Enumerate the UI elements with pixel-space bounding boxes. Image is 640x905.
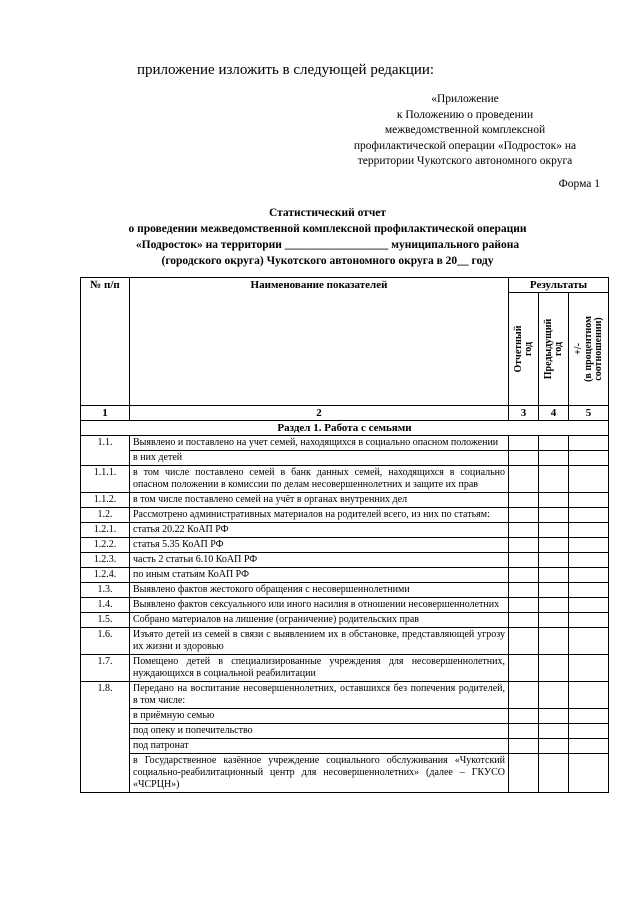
title-line: о проведении межведомственной комплексной профилактической операции	[128, 223, 527, 235]
value-cell[interactable]	[509, 553, 539, 568]
value-cell[interactable]	[509, 466, 539, 493]
row-indicator: в них детей	[130, 451, 509, 466]
row-number: 1.3.	[81, 583, 130, 598]
value-cell[interactable]	[569, 655, 609, 682]
header-name: Наименование показателей	[130, 278, 509, 406]
row-number: 1.6.	[81, 628, 130, 655]
table-row	[81, 508, 609, 523]
row-indicator: по иным статьям КоАП РФ	[130, 568, 509, 583]
value-cell[interactable]	[539, 754, 569, 793]
value-cell[interactable]	[509, 655, 539, 682]
report-title	[90, 205, 565, 269]
value-cell[interactable]	[509, 436, 539, 451]
value-cell[interactable]	[569, 568, 609, 583]
value-cell[interactable]	[569, 709, 609, 724]
value-cell[interactable]	[569, 739, 609, 754]
table-row	[81, 493, 609, 508]
value-cell[interactable]	[539, 436, 569, 451]
row-indicator: в приёмную семью	[130, 709, 509, 724]
value-cell[interactable]	[569, 553, 609, 568]
column-number: 1	[81, 406, 130, 421]
value-cell[interactable]	[539, 523, 569, 538]
column-number: 4	[539, 406, 569, 421]
column-number: 2	[130, 406, 509, 421]
value-cell[interactable]	[569, 523, 609, 538]
row-indicator: под патронат	[130, 739, 509, 754]
value-cell[interactable]	[509, 709, 539, 724]
value-cell[interactable]	[509, 508, 539, 523]
row-indicator: под опеку и попечительство	[130, 724, 509, 739]
intro-text: приложение изложить в следующей редакции:	[137, 62, 435, 78]
form-label: Форма 1	[558, 178, 600, 190]
row-number: 1.2.2.	[81, 538, 130, 553]
section-title: Раздел 1. Работа с семьями	[81, 421, 609, 436]
table-row	[81, 682, 609, 709]
row-number: 1.2.4.	[81, 568, 130, 583]
value-cell[interactable]	[569, 508, 609, 523]
table-row	[81, 709, 609, 724]
value-cell[interactable]	[569, 613, 609, 628]
section-row	[81, 421, 609, 436]
table-row	[81, 436, 609, 451]
header-pct-sub: (в процентном	[582, 316, 594, 382]
row-indicator: Передано на воспитание несовершеннолетних, оставшихся без попечения родителей, в том числе:	[130, 682, 509, 709]
value-cell[interactable]	[569, 754, 609, 793]
value-cell[interactable]	[569, 451, 609, 466]
value-cell[interactable]	[569, 682, 609, 709]
row-number: 1.2.	[81, 508, 130, 523]
value-cell[interactable]	[569, 436, 609, 451]
appendix-line: территории Чукотского автономного округа	[357, 155, 573, 167]
column-number: 3	[509, 406, 539, 421]
header-percent	[569, 293, 609, 406]
appendix-block	[330, 92, 600, 170]
table-row	[81, 628, 609, 655]
row-number: 1.1.	[81, 436, 130, 466]
value-cell[interactable]	[539, 628, 569, 655]
value-cell[interactable]	[509, 523, 539, 538]
table-row	[81, 466, 609, 493]
value-cell[interactable]	[539, 613, 569, 628]
header-pct-sub2: соотношении)	[592, 317, 604, 381]
title-line: (городского округа) Чукотского автономного округа в 20__ году	[161, 255, 494, 267]
appendix-line: к Положению о проведении	[396, 108, 534, 121]
value-cell[interactable]	[569, 724, 609, 739]
value-cell[interactable]	[539, 583, 569, 598]
value-cell[interactable]	[509, 682, 539, 709]
row-indicator: Выявлено фактов сексуального или иного насилия в отношении несовершеннолетних	[130, 598, 509, 613]
row-number: 1.1.2.	[81, 493, 130, 508]
value-cell[interactable]	[569, 628, 609, 655]
column-numbers-row	[81, 406, 609, 421]
header-prev-sub: год	[552, 341, 564, 357]
value-cell[interactable]	[509, 583, 539, 598]
value-cell[interactable]	[539, 739, 569, 754]
row-indicator: статья 5.35 КоАП РФ	[130, 538, 509, 553]
header-report-year	[509, 293, 539, 406]
value-cell[interactable]	[539, 709, 569, 724]
header-prev-label: Предыдущий	[542, 318, 554, 380]
row-number: 1.2.3.	[81, 553, 130, 568]
value-cell[interactable]	[539, 466, 569, 493]
value-cell[interactable]	[539, 508, 569, 523]
row-number: 1.7.	[81, 655, 130, 682]
table-row	[81, 655, 609, 682]
row-indicator: Рассмотрено административных материалов на родителей всего, из них по статьям:	[130, 508, 509, 523]
row-indicator: в том числе поставлено семей в банк данных семей, находящихся в социально опасном положении в комиссии по делам несовершеннолетних и защите их прав	[130, 466, 509, 493]
value-cell[interactable]	[509, 613, 539, 628]
value-cell[interactable]	[569, 466, 609, 493]
row-indicator: Выявлено и поставлено на учет семей, находящихся в социально опасном положении	[130, 436, 509, 451]
table-row	[81, 538, 609, 553]
row-indicator: часть 2 статьи 6.10 КоАП РФ	[130, 553, 509, 568]
header-report-label: Отчетный	[512, 325, 524, 373]
row-indicator: Изъято детей из семей в связи с выявлением их в обстановке, представляющей угрозу их жизни и здоровью	[130, 628, 509, 655]
value-cell[interactable]	[509, 739, 539, 754]
value-cell[interactable]	[539, 655, 569, 682]
value-cell[interactable]	[569, 493, 609, 508]
value-cell[interactable]	[539, 538, 569, 553]
row-indicator: Выявлено фактов жестокого обращения с несовершеннолетними	[130, 583, 509, 598]
value-cell[interactable]	[509, 568, 539, 583]
value-cell[interactable]	[509, 493, 539, 508]
row-number: 1.8.	[81, 682, 130, 793]
row-indicator: Собрано материалов на лишение (ограничение) родительских прав	[130, 613, 509, 628]
value-cell[interactable]	[539, 724, 569, 739]
header-num: № п/п	[81, 278, 130, 406]
value-cell[interactable]	[509, 724, 539, 739]
row-number: 1.2.1.	[81, 523, 130, 538]
appendix-line: межведомственной комплексной	[384, 124, 546, 136]
row-number: 1.1.1.	[81, 466, 130, 493]
column-number: 5	[569, 406, 609, 421]
table-row	[81, 739, 609, 754]
table-row	[81, 754, 609, 793]
table-row	[81, 724, 609, 739]
table-header-row	[81, 278, 609, 293]
value-cell[interactable]	[509, 598, 539, 613]
value-cell[interactable]	[539, 598, 569, 613]
row-indicator: в том числе поставлено семей на учёт в органах внутренних дел	[130, 493, 509, 508]
appendix-line: профилактической операции «Подросток» на	[353, 139, 577, 152]
value-cell[interactable]	[539, 493, 569, 508]
value-cell[interactable]	[509, 754, 539, 793]
value-cell[interactable]	[509, 451, 539, 466]
value-cell[interactable]	[539, 568, 569, 583]
statistics-table	[80, 277, 609, 793]
table-row	[81, 598, 609, 613]
value-cell[interactable]	[539, 451, 569, 466]
row-number: 1.4.	[81, 598, 130, 613]
table-row	[81, 613, 609, 628]
header-results: Результаты	[509, 278, 609, 293]
title-line: «Подросток» на территории __________________ муниципального района	[135, 239, 520, 251]
header-pct-label: +/-	[572, 343, 584, 355]
table-row	[81, 583, 609, 598]
row-indicator: Помещено детей в специализированные учреждения для несовершеннолетних, нуждающихся в социальной реабилитации	[130, 655, 509, 682]
value-cell[interactable]	[509, 538, 539, 553]
table-row	[81, 451, 609, 466]
title-line: Статистический отчет	[268, 207, 387, 219]
appendix-line: «Приложение	[431, 93, 499, 105]
row-indicator: в Государственное казённое учреждение социального обслуживания «Чукотский социально-реабилитационный центр для несовершеннолетних» (далее – ГКУСО «ЧСРЦН»)	[130, 754, 509, 793]
table-row	[81, 523, 609, 538]
value-cell[interactable]	[539, 553, 569, 568]
row-indicator: статья 20.22 КоАП РФ	[130, 523, 509, 538]
value-cell[interactable]	[539, 682, 569, 709]
header-prev-year	[539, 293, 569, 406]
table-row	[81, 553, 609, 568]
header-report-sub: год	[522, 341, 534, 357]
value-cell[interactable]	[509, 628, 539, 655]
value-cell[interactable]	[569, 598, 609, 613]
value-cell[interactable]	[569, 583, 609, 598]
row-number: 1.5.	[81, 613, 130, 628]
table-row	[81, 568, 609, 583]
value-cell[interactable]	[569, 538, 609, 553]
